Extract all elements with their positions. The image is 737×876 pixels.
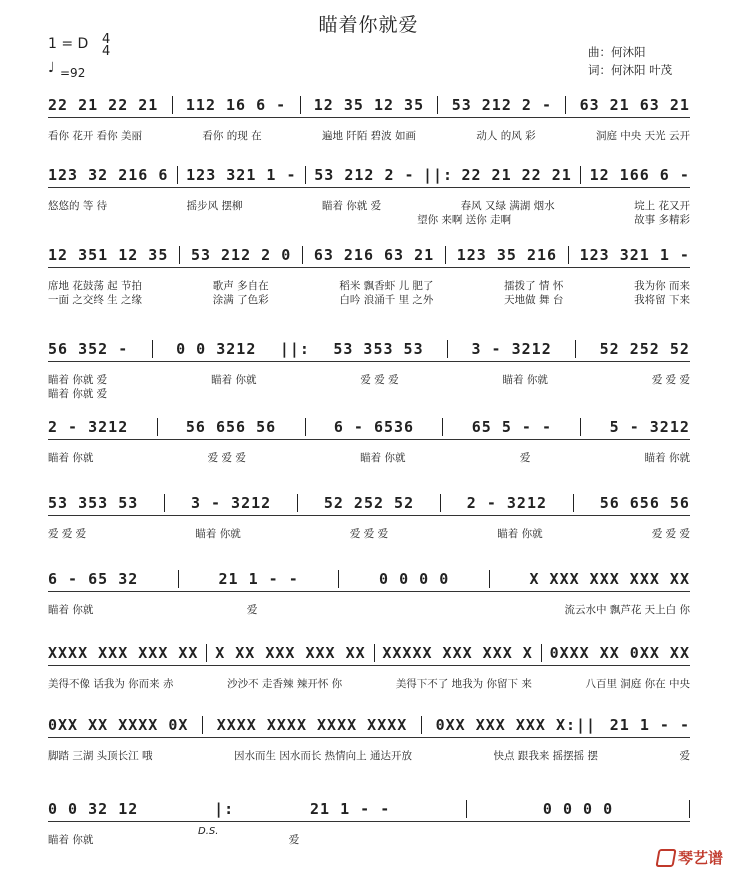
measure-notes: 12 35 12 35 bbox=[313, 96, 425, 114]
lyric-segment: 瞄着 你就 bbox=[48, 604, 94, 616]
lyric-segment: 遍地 阡陌 碧波 如画 bbox=[321, 130, 416, 142]
lyric-segment: 瞄着 你就 bbox=[211, 374, 257, 386]
barline bbox=[157, 418, 158, 436]
lyric-line bbox=[48, 278, 690, 293]
barline bbox=[580, 166, 581, 184]
measure-notes: 123 321 1 - bbox=[579, 246, 690, 264]
measure-notes: 53 212 2 0 bbox=[190, 246, 292, 264]
lyric-segment: 天地做 舞 台 bbox=[504, 294, 564, 306]
measure-notes: 6 - 65 32 bbox=[48, 570, 139, 588]
measure-notes: 123 32 216 6 bbox=[48, 166, 169, 184]
lyric-segment: 瞄着 你就 爱 bbox=[48, 374, 108, 386]
staff-row bbox=[48, 340, 690, 400]
lyric-segment: 爱 bbox=[519, 452, 531, 464]
lyric-segment: 摇步风 摆柳 bbox=[186, 200, 243, 212]
lyric-line bbox=[48, 450, 690, 465]
staff-row bbox=[48, 570, 690, 616]
time-signature bbox=[102, 34, 110, 58]
lyric-line-verse2 bbox=[48, 212, 690, 227]
measure-notes: 63 216 63 21 bbox=[313, 246, 435, 264]
lyric-segment: 擂拨了 情 怀 bbox=[504, 280, 564, 292]
barline bbox=[177, 166, 178, 184]
note-line bbox=[48, 340, 690, 362]
barline bbox=[575, 340, 576, 358]
repeat-sign: |: bbox=[214, 800, 235, 818]
measure-notes: 56 352 - bbox=[48, 340, 129, 358]
lyric-segment: 快点 跟我来 摇摆摇 摆 bbox=[493, 750, 599, 762]
measure-notes: 123 321 1 - bbox=[186, 166, 297, 184]
dal-segno-mark: D.S. bbox=[198, 826, 219, 837]
staff-row bbox=[48, 800, 690, 846]
note-line bbox=[48, 494, 690, 516]
note-line bbox=[48, 716, 690, 738]
staff-row bbox=[48, 166, 690, 226]
measure-notes: 56 656 56 bbox=[599, 494, 690, 512]
lyric-line-verse2 bbox=[48, 386, 690, 401]
repeat-sign: ||: bbox=[279, 340, 310, 358]
tempo-marking: =92 bbox=[60, 66, 86, 80]
barline bbox=[297, 494, 298, 512]
lyric-segment: 歌声 多自在 bbox=[212, 280, 269, 292]
lyric-segment: 瞄着 你就 爱 bbox=[48, 388, 108, 400]
song-title: 瞄着你就爱 bbox=[318, 14, 419, 36]
note-line bbox=[48, 418, 690, 440]
lyric-segment: 我为你 而来 bbox=[634, 280, 690, 292]
measure-notes: 12 166 6 - bbox=[589, 166, 690, 184]
measure-notes: 0 0 3212 bbox=[176, 340, 257, 358]
barline bbox=[421, 716, 422, 734]
logo-icon bbox=[655, 849, 676, 867]
measure-notes: 0 0 32 12 bbox=[48, 800, 139, 818]
measure-notes: 53 212 2 - bbox=[451, 96, 552, 114]
lyric-segment: 瞄着 你就 bbox=[195, 528, 241, 540]
barline bbox=[489, 570, 490, 588]
barline bbox=[202, 716, 203, 734]
measure-notes: 112 16 6 - bbox=[185, 96, 287, 114]
lyric-segment: 瞄着 你就 bbox=[502, 374, 548, 386]
measure-notes: 52 252 52 bbox=[323, 494, 415, 512]
measure-notes: 123 35 216 bbox=[456, 246, 558, 264]
lyric-segment: 瞄着 你就 爱 bbox=[321, 200, 382, 212]
lyric-line-verse2 bbox=[48, 292, 690, 307]
barline bbox=[179, 246, 180, 264]
note-line bbox=[48, 800, 690, 822]
lyric-segment: 脚踏 三湖 头顶长江 哦 bbox=[48, 750, 153, 762]
lyric-segment: 美得下不了 地我为 你留下 来 bbox=[395, 678, 532, 690]
measure-notes: 2 - 3212 bbox=[466, 494, 548, 512]
lyric-segment: 动人 的风 彩 bbox=[476, 130, 536, 142]
staff-row bbox=[48, 716, 690, 762]
lyric-segment: 爱 爱 爱 bbox=[48, 528, 87, 540]
time-top: 4 bbox=[102, 32, 111, 47]
lyric-segment: 垸上 花又开 bbox=[634, 200, 690, 212]
lyric-segment: 八百里 洞庭 你在 中央 bbox=[585, 678, 690, 690]
lyric-segment: 爱 bbox=[288, 834, 300, 846]
barline bbox=[442, 418, 443, 436]
staff-row bbox=[48, 246, 690, 306]
barline bbox=[440, 494, 441, 512]
lyric-segment: 涂满 了色彩 bbox=[212, 294, 269, 306]
barline bbox=[374, 644, 375, 662]
time-bottom: 4 bbox=[102, 44, 111, 59]
barline bbox=[437, 96, 438, 114]
watermark-text: 琴艺谱 bbox=[677, 849, 723, 867]
measure-notes: XXXX XXX XXX XX bbox=[48, 644, 199, 662]
measure-notes: 53 212 2 - bbox=[314, 166, 415, 184]
lyric-segment: 一面 之交终 生 之缘 bbox=[48, 294, 143, 306]
composer-credit: 曲：何沐阳 bbox=[588, 45, 646, 59]
lyric-segment: 我将留 下来 bbox=[634, 294, 690, 306]
note-line bbox=[48, 246, 690, 268]
barline bbox=[568, 246, 569, 264]
barline bbox=[300, 96, 301, 114]
lyric-segment: 因水而生 因水而长 热情向上 通达开放 bbox=[234, 750, 413, 762]
lyric-segment: 爱 bbox=[679, 750, 690, 762]
lyric-segment: 爱 爱 爱 bbox=[651, 528, 690, 540]
barline bbox=[466, 800, 467, 818]
measure-notes: 56 656 56 bbox=[185, 418, 277, 436]
measure-notes: 21 1 - - bbox=[609, 716, 690, 734]
lyric-segment: 爱 爱 爱 bbox=[360, 374, 399, 386]
measure-notes: 21 1 - - bbox=[310, 800, 391, 818]
lyric-segment: 席地 花鼓荡 起 节拍 bbox=[48, 280, 143, 292]
note-line bbox=[48, 166, 690, 188]
staff-row bbox=[48, 418, 690, 464]
lyric-segment: 故事 多精彩 bbox=[634, 214, 690, 226]
lyric-line bbox=[48, 526, 690, 541]
measure-notes: X XXX XXX XXX XX bbox=[529, 570, 690, 588]
lyric-segment: 美得不像 话我为 你而来 赤 bbox=[48, 678, 174, 690]
lyric-line bbox=[48, 198, 690, 213]
lyric-line bbox=[48, 748, 690, 763]
quarter-note-icon: ♩ bbox=[48, 60, 55, 76]
lyric-segment: 春风 又绿 满湖 烟水 bbox=[460, 200, 555, 212]
lyric-segment: 瞄着 你就 bbox=[360, 452, 406, 464]
measure-notes: XXXX XXXX XXXX XXXX bbox=[216, 716, 408, 734]
measure-notes: 2 - 3212 bbox=[48, 418, 129, 436]
barline bbox=[305, 166, 306, 184]
measure-notes: 53 353 53 bbox=[333, 340, 424, 358]
barline bbox=[206, 644, 207, 662]
lyric-line bbox=[48, 372, 690, 387]
note-line bbox=[48, 570, 690, 592]
barline bbox=[305, 418, 306, 436]
barline bbox=[338, 570, 339, 588]
lyric-line bbox=[48, 128, 690, 143]
measure-notes: 3 - 3212 bbox=[190, 494, 272, 512]
lyric-segment: 看你 的现 在 bbox=[202, 130, 262, 142]
repeat-sign: 0XX XXX XXX X:|| bbox=[435, 716, 597, 734]
lyric-segment: 爱 爱 爱 bbox=[207, 452, 246, 464]
lyric-line bbox=[48, 602, 690, 617]
measure-notes: X XX XXX XXX XX bbox=[215, 644, 366, 662]
lyric-segment: 爱 爱 爱 bbox=[349, 528, 389, 540]
barline bbox=[172, 96, 173, 114]
measure-notes: 53 353 53 bbox=[48, 494, 139, 512]
measure-notes: 63 21 63 21 bbox=[579, 96, 690, 114]
note-line bbox=[48, 644, 690, 666]
measure-notes: 22 21 22 21 bbox=[461, 166, 572, 184]
lyric-segment: 白吟 浪涌千 里 之外 bbox=[339, 294, 434, 306]
barline bbox=[178, 570, 179, 588]
lyric-segment: 瞄着 你就 bbox=[644, 452, 690, 464]
measure-notes: 22 21 22 21 bbox=[48, 96, 159, 114]
barline bbox=[573, 494, 574, 512]
barline bbox=[689, 800, 690, 818]
watermark-logo bbox=[657, 847, 723, 868]
barline bbox=[565, 96, 566, 114]
barline bbox=[164, 494, 165, 512]
measure-notes: 12 351 12 35 bbox=[48, 246, 169, 264]
key-signature: 1 = D bbox=[48, 36, 89, 52]
lyric-segment: 瞄着 你就 bbox=[48, 834, 94, 846]
lyric-segment: 流云水中 飘芦花 天上白 你 bbox=[564, 604, 690, 616]
measure-notes: 65 5 - - bbox=[471, 418, 552, 436]
lyric-segment: 爱 爱 爱 bbox=[651, 374, 690, 386]
staff-row bbox=[48, 644, 690, 690]
lyric-segment: 爱 bbox=[246, 604, 258, 616]
lyric-segment: 看你 花开 看你 美丽 bbox=[48, 130, 143, 142]
barline bbox=[302, 246, 303, 264]
lyric-segment: 瞄着 你就 bbox=[48, 452, 94, 464]
lyric-segment: 稻米 飘香虾 儿 肥了 bbox=[339, 280, 434, 292]
measure-notes: XXXXX XXX XXX X bbox=[382, 644, 533, 662]
measure-notes: 0 0 0 0 bbox=[379, 570, 450, 588]
measure-notes: 5 - 3212 bbox=[609, 418, 690, 436]
lyric-segment: 悠悠的 等 待 bbox=[48, 200, 108, 212]
measure-notes: 0XX XX XXXX 0X bbox=[48, 716, 189, 734]
measure-notes: 21 1 - - bbox=[218, 570, 299, 588]
measure-notes: 0 0 0 0 bbox=[542, 800, 614, 818]
lyricist-credit: 词：何沐阳 叶茂 bbox=[588, 63, 673, 77]
staff-row bbox=[48, 494, 690, 540]
measure-notes: 6 - 6536 bbox=[333, 418, 415, 436]
lyric-segment: 沙沙不 走香辣 辣开怀 你 bbox=[227, 678, 343, 690]
note-line bbox=[48, 96, 690, 118]
lyric-segment: 瞄着 你就 bbox=[497, 528, 543, 540]
barline bbox=[447, 340, 448, 358]
barline bbox=[152, 340, 153, 358]
measure-notes: 0XXX XX 0XX XX bbox=[549, 644, 690, 662]
lyric-line bbox=[48, 832, 690, 847]
lyric-segment: 洞庭 中央 天光 云开 bbox=[595, 130, 690, 142]
barline bbox=[541, 644, 542, 662]
measure-notes: 3 - 3212 bbox=[471, 340, 552, 358]
staff-row bbox=[48, 96, 690, 142]
barline bbox=[445, 246, 446, 264]
measure-notes: 52 252 52 bbox=[599, 340, 690, 358]
lyric-line bbox=[48, 676, 690, 691]
barline bbox=[580, 418, 581, 436]
lyric-segment: 望你 来啊 送你 走啊 bbox=[417, 214, 512, 226]
repeat-sign: ||: bbox=[422, 166, 454, 184]
